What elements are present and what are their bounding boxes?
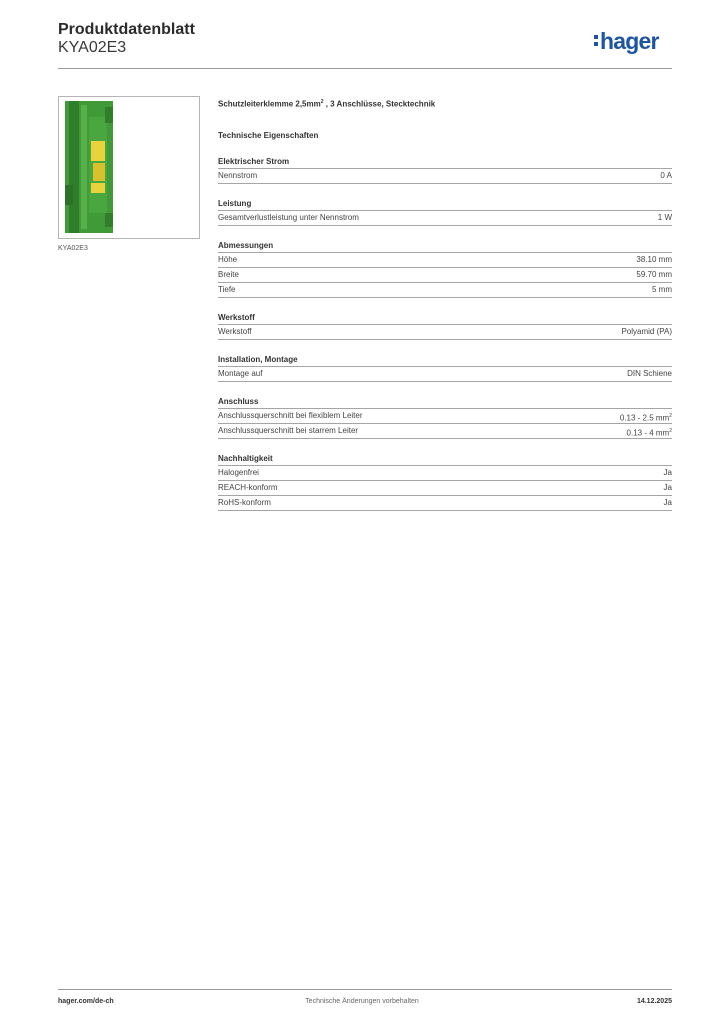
section-installation bbox=[218, 354, 672, 382]
spec-content bbox=[218, 96, 672, 511]
section-werkstoff bbox=[218, 312, 672, 340]
logo-text: hager bbox=[600, 28, 659, 54]
spec-row: RoHS-konform Ja bbox=[218, 496, 672, 511]
footer-notice: Technische Änderungen vorbehalten bbox=[305, 998, 419, 1005]
technical-heading: Technische Eigenschaften bbox=[218, 131, 319, 140]
spec-row: Montage auf DIN Schiene bbox=[218, 367, 672, 382]
page-title: Produktdatenblatt bbox=[58, 21, 195, 38]
section-anschluss bbox=[218, 396, 672, 439]
spec-row: Anschlussquerschnitt bei starrem Leiter 0.13 - 4 $mm^2$ bbox=[218, 426, 672, 438]
section-abmessungen bbox=[218, 240, 672, 298]
spec-row: Halogenfrei Ja bbox=[218, 466, 672, 481]
logo-dots-icon bbox=[594, 32, 599, 49]
product-description: Schutzleiterklemme $2,5mm^2$ , 3 Anschlüsse, Stecktechnik bbox=[218, 99, 436, 109]
spec-row: Anschlussquerschnitt bei flexiblem Leiter 0.13 - 2.5 $mm^2$ bbox=[218, 411, 672, 423]
section-nachhaltigkeit bbox=[218, 453, 672, 511]
section-leistung bbox=[218, 198, 672, 226]
spec-row: REACH-konform Ja bbox=[218, 481, 672, 496]
section-title: Leistung bbox=[218, 198, 672, 211]
section-title: Nachhaltigkeit bbox=[218, 453, 672, 466]
header-divider bbox=[58, 68, 672, 69]
spec-row: Werkstoff Polyamid (PA) bbox=[218, 325, 672, 340]
spec-row: Höhe 38.10 mm bbox=[218, 253, 672, 268]
footer-divider bbox=[58, 989, 672, 990]
product-image-frame bbox=[58, 96, 200, 239]
section-title: Abmessungen bbox=[218, 240, 672, 253]
section-title: Anschluss bbox=[218, 396, 672, 409]
image-caption: KYA02E3 bbox=[58, 245, 88, 252]
section-elektrischer-strom bbox=[218, 156, 672, 184]
spec-row: Tiefe 5 mm bbox=[218, 283, 672, 298]
product-code: KYA02E3 bbox=[58, 39, 127, 56]
spec-row: Breite 59.70 mm bbox=[218, 268, 672, 283]
section-title: Werkstoff bbox=[218, 312, 672, 325]
footer-date: 14.12.2025 bbox=[636, 998, 672, 1005]
spec-row: Nennstrom 0 A bbox=[218, 169, 672, 184]
section-title: Elektrischer Strom bbox=[218, 156, 672, 169]
footer-website: hager.com/de-ch bbox=[58, 998, 114, 1005]
terminal-block-image bbox=[59, 97, 199, 238]
section-title: Installation, Montage bbox=[218, 354, 672, 367]
spec-row: Gesamtverlustleistung unter Nennstrom 1 W bbox=[218, 211, 672, 226]
hager-logo bbox=[594, 28, 659, 54]
